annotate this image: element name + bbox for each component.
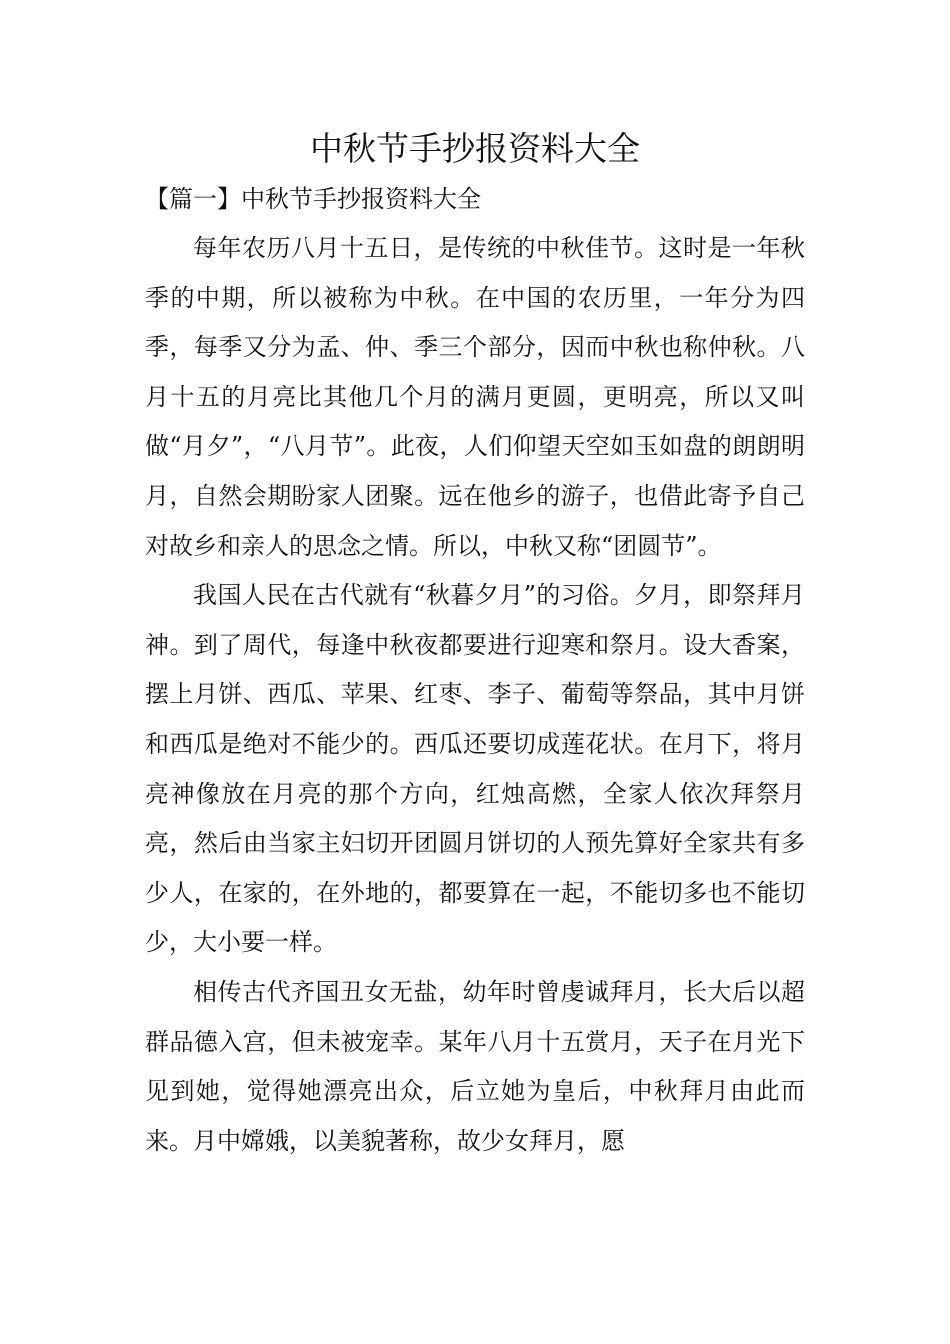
- section-heading: 【篇一】中秋节手抄报资料大全: [145, 185, 481, 213]
- paragraph: 我国人民在古代就有“秋暮夕月”的习俗。夕月，即祭拜月神。到了周代，每逢中秋夜都要进行迎寒和祭月。设大香案，摆上月饼、西瓜、苹果、红枣、李子、葡萄等祭品，其中月饼和西瓜是绝对不能少的。西瓜还要切成莲花状。在月下，将月亮神像放在月亮的那个方向，红烛高燃，全家人依次拜祭月亮，然后由当家主妇切开团圆月饼切的人预先算好全家共有多少人，在家的，在外地的，都要算在一起，不能切多也不能切少，大小要一样。: [145, 581, 805, 957]
- paragraph: 每年农历八月十五日，是传统的中秋佳节。这时是一年秋季的中期，所以被称为中秋。在中国的农历里，一年分为四季，每季又分为孟、仲、季三个部分，因而中秋也称仲秋。八月十五的月亮比其他几个月的满月更圆，更明亮，所以又叫做“月夕”，“八月节”。此夜，人们仰望天空如玉如盘的朗朗明月，自然会期盼家人团聚。远在他乡的游子，也借此寄予自己对故乡和亲人的思念之情。所以，中秋又称“团圆节”。: [145, 234, 805, 560]
- paragraph: 相传古代齐国丑女无盐，幼年时曾虔诚拜月，长大后以超群品德入宫，但未被宠幸。某年八月十五赏月，天子在月光下见到她，觉得她漂亮出众，后立她为皇后，中秋拜月由此而来。月中嫦娥，以美貌著称，故少女拜月，愿: [145, 977, 805, 1155]
- document-title: 中秋节手抄报资料大全: [310, 129, 640, 168]
- document-body: [145, 224, 805, 1166]
